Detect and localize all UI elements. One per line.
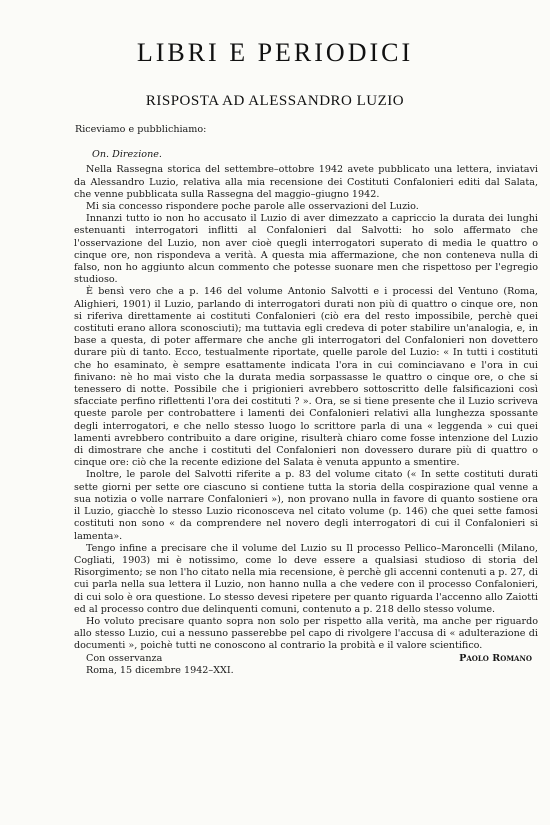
closing-row: [74, 653, 538, 665]
signature: Paolo Romano: [459, 652, 532, 664]
intro-line: Riceviamo e pubblichiamo:: [75, 124, 207, 135]
date-line: Roma, 15 dicembre 1942–XXI.: [86, 664, 234, 676]
paragraph: Innanzi tutto io non ho accusato il Luzio di aver dimezzato a capriccio la durata dei lunghi estenuanti interrogatori inflitti al Confalonieri dal Salvotti: ho solo affermato che l'osservazione del Luzio, non aver cioè quegli interrogatori superato di media le quattro o cinque ore, non rispondeva a verità. A questa mia affermazione, che non conteneva nulla di falso, non ho aggiunto alcun commento che potesse suonare men che rispettoso per l'egregio studioso.: [74, 213, 538, 286]
addressee-line: On. Direzione.: [92, 149, 162, 161]
section-title: LIBRI E PERIODICI: [136, 38, 414, 67]
article-body: [74, 118, 538, 677]
article-title: RISPOSTA AD ALESSANDRO LUZIO: [145, 93, 405, 109]
closing-line: Con osservanza: [86, 652, 163, 664]
paragraph: Tengo infine a precisare che il volume del Luzio su Il processo Pellico–Maroncelli (Milano, Cogliati, 1903) mi è notissimo, come lo deve essere a qualsiasi studioso di storia del Risorgimento; se non l'ho citato nella mia recensione, è perchè gli accenni contenuti a p. 27, di cui parla nella sua lettera il Luzio, non hanno nulla a che vedere con il processo Confalonieri, di cui solo è ora questione. Lo stesso devesi ripetere per quanto riguarda l'accenno allo Zaiotti ed al processo contro due delinquenti comuni, contenuto a p. 218 dello stesso volume.: [74, 542, 538, 615]
paragraph: Ho voluto precisare quanto sopra non solo per rispetto alla verità, ma anche per riguardo allo stesso Luzio, cui a nessuno passerebbe pel capo di rivolgere l'accusa di « adulterazione di documenti », poichè tutti ne conoscono al contrario la probità e il valore scientifico.: [74, 615, 538, 652]
paragraph: È bensì vero che a p. 146 del volume Antonio Salvotti e i processi del Ventuno (Roma, Alighieri, 1901) il Luzio, parlando di interrogatori durati non più di quattro o cinque ore, non si riferiva direttamente ai costituti Confalonieri (ciò era del resto impossibile, perchè quei costituti erano allora sconosciuti); ma tuttavia egli credeva di poter stabilire un'analogia, e, in base a questa, di poter affermare che anche gli interrogatori del Confalonieri non dovettero durare più di tanto. Ecco, testualmente riportate, quelle parole del Luzio: « In tutti i costituti che ho esaminato, è sempre esattamente indicata l'ora in cui cominciavano e l'ora in cui finivano: nè ho mai visto che la durata media sorpassasse le quattro o cinque ore, o che si tenessero di notte. Possibile che i prigionieri avrebbero sottoscritto delle falsificazioni così sfacciate perfino riflettenti l'ora dei costituti ? ». Ora, se si tiene presente che il Luzio scriveva queste parole per controbattere i lamenti dei Confalonieri relativi alla lunghezza spossante degli interrogatori, e che nello stesso luogo lo scrittore parla di una « leggenda » cui quei lamenti avrebbero contribuito a dare origine, risulterà chiaro come fosse intenzione del Luzio di dimostrare che anche i costituti del Confalonieri non dovessero durare più di quattro o cinque ore: ciò che la recente edizione del Salata è venuta appunto a smentire.: [74, 286, 538, 469]
paragraph: Inoltre, le parole del Salvotti riferite a p. 83 del volume citato (« In sette costituti durati sette giorni per sette ore ciascuno si contiene tutta la storia della cospirazione qual venne a sua notizia o volle narrare Confalonieri »), non provano nulla in favore di quanto sostiene ora il Luzio, giacchè lo stesso Luzio riconosceva nel citato volume (p. 146) che quei sette famosi costituti non sono « da comprendere nel novero degli interrogatori di cui il Confalonieri si lamenta».: [74, 469, 538, 542]
paragraph: Nella Rassegna storica del settembre–ottobre 1942 avete pubblicato una lettera, inviatavi da Alessandro Luzio, relativa alla mia recensione dei Costituti Confalonieri editi dal Salata, che venne pubblicata sulla Rassegna del maggio–giugno 1942.: [74, 164, 538, 200]
paragraph: Mi sia concesso rispondere poche parole alle osservazioni del Luzio.: [86, 201, 419, 213]
